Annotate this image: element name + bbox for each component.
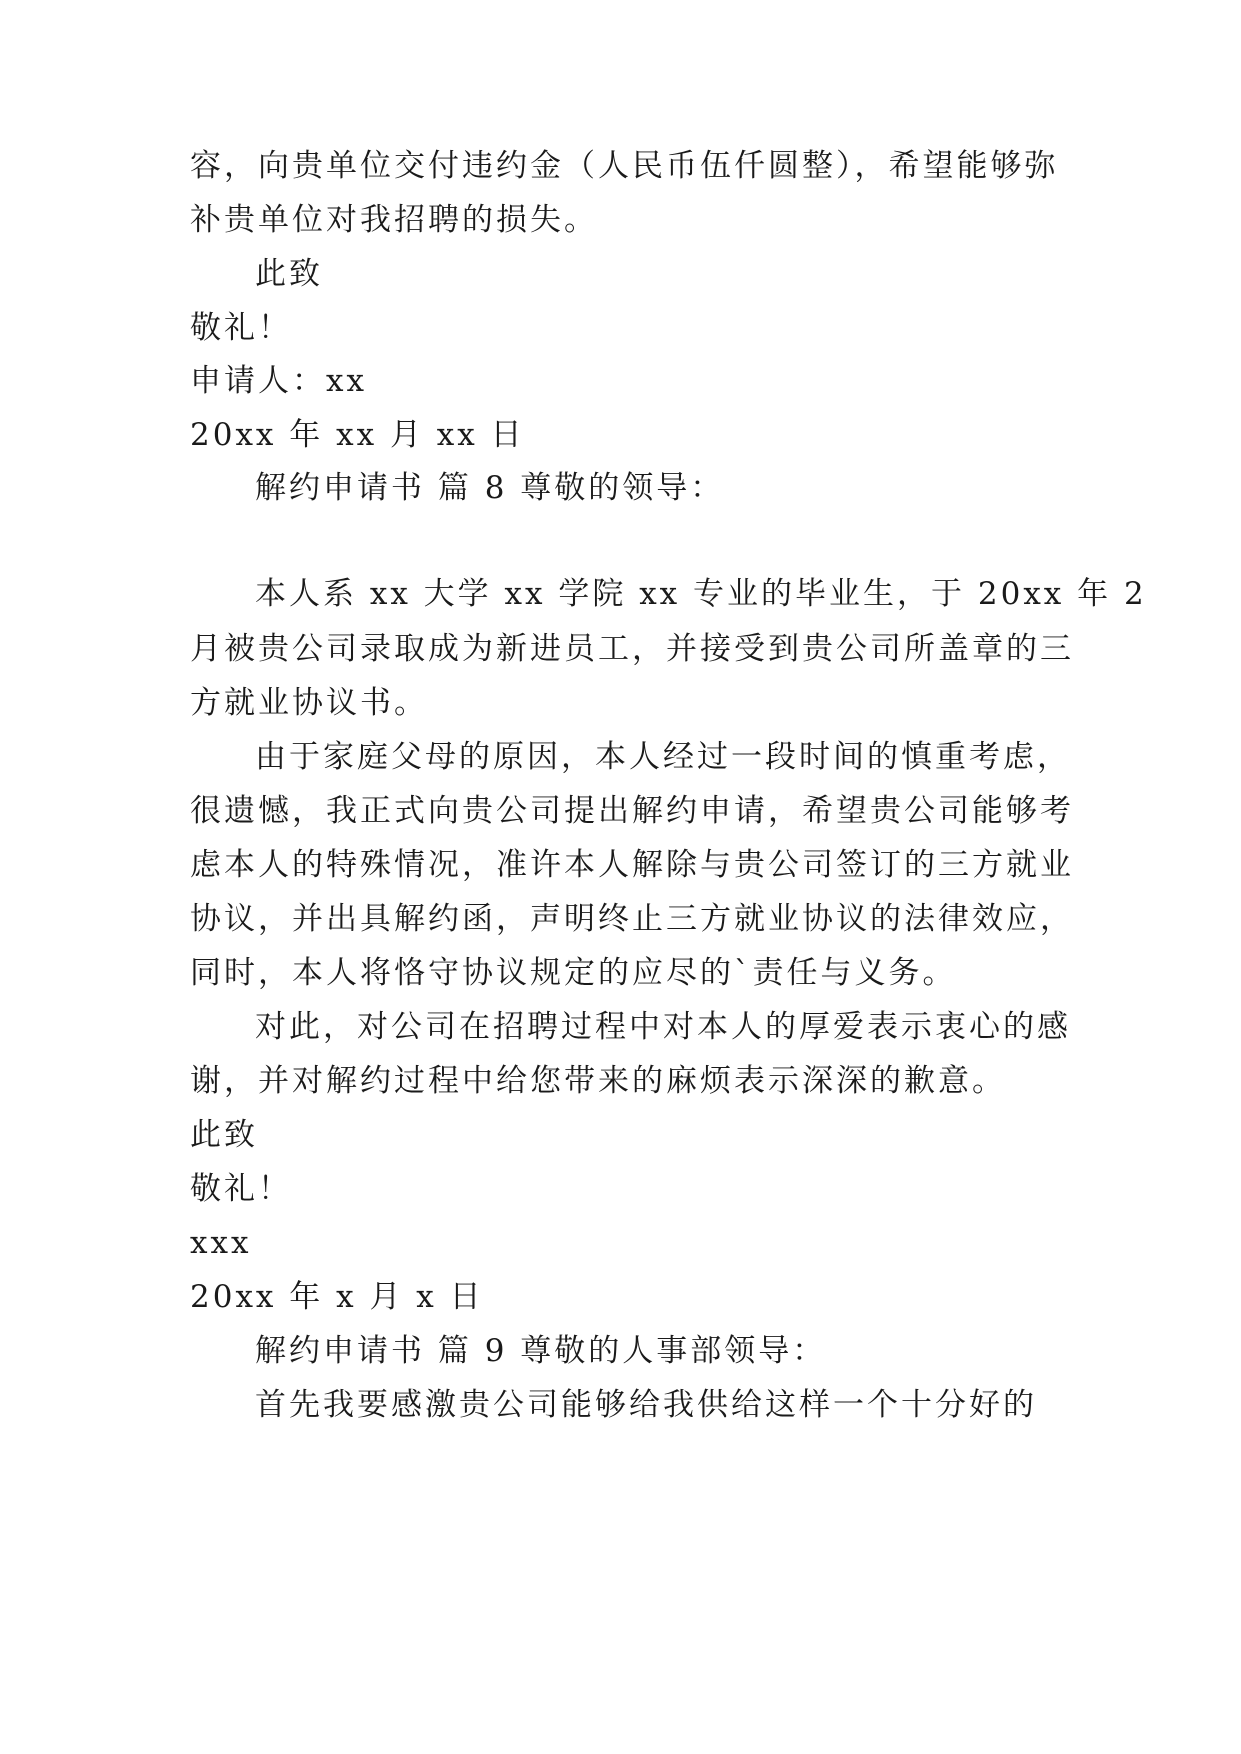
text-line: 补贵单位对我招聘的损失。 xyxy=(190,202,598,238)
text-line: 方就业协议书。 xyxy=(190,685,428,721)
signature: xxx xyxy=(190,1225,252,1261)
applicant-signature: 申请人：xx xyxy=(190,363,367,399)
closing-salutation: 此致 xyxy=(190,1117,258,1153)
text-line: 很遗憾，我正式向贵公司提出解约申请，希望贵公司能够考 xyxy=(190,793,1074,829)
text-line: 虑本人的特殊情况，准许本人解除与贵公司签订的三方就业 xyxy=(190,847,1074,883)
text-line: 同时，本人将恪守协议规定的应尽的`责任与义务。 xyxy=(190,955,957,991)
closing-salutation: 此致 xyxy=(255,256,323,292)
date-line: 20xx 年 x 月 x 日 xyxy=(190,1279,484,1315)
text-line: 对此，对公司在招聘过程中对本人的厚爱表示衷心的感 xyxy=(255,1009,1071,1045)
text-line: 首先我要感激贵公司能够给我供给这样一个十分好的 xyxy=(255,1387,1037,1423)
text-line: 谢，并对解约过程中给您带来的麻烦表示深深的歉意。 xyxy=(190,1063,1006,1099)
text-line: 由于家庭父母的原因，本人经过一段时间的慎重考虑， xyxy=(255,739,1071,775)
text-line: 容，向贵单位交付违约金（人民币伍仟圆整），希望能够弥 xyxy=(190,148,1059,184)
text-line: 协议，并出具解约函，声明终止三方就业协议的法律效应， xyxy=(190,901,1074,937)
text-line: 月被贵公司录取成为新进员工，并接受到贵公司所盖章的三 xyxy=(190,631,1074,667)
section-heading-9: 解约申请书 篇 9 尊敬的人事部领导： xyxy=(255,1333,827,1369)
text-line: 本人系 xx 大学 xx 学院 xx 专业的毕业生，于 20xx 年 2 xyxy=(255,576,1147,612)
date-line: 20xx 年 xx 月 xx 日 xyxy=(190,417,525,453)
section-heading-8: 解约申请书 篇 8 尊敬的领导： xyxy=(255,470,725,506)
closing-regards: 敬礼！ xyxy=(190,1171,292,1207)
closing-regards: 敬礼！ xyxy=(190,310,292,346)
